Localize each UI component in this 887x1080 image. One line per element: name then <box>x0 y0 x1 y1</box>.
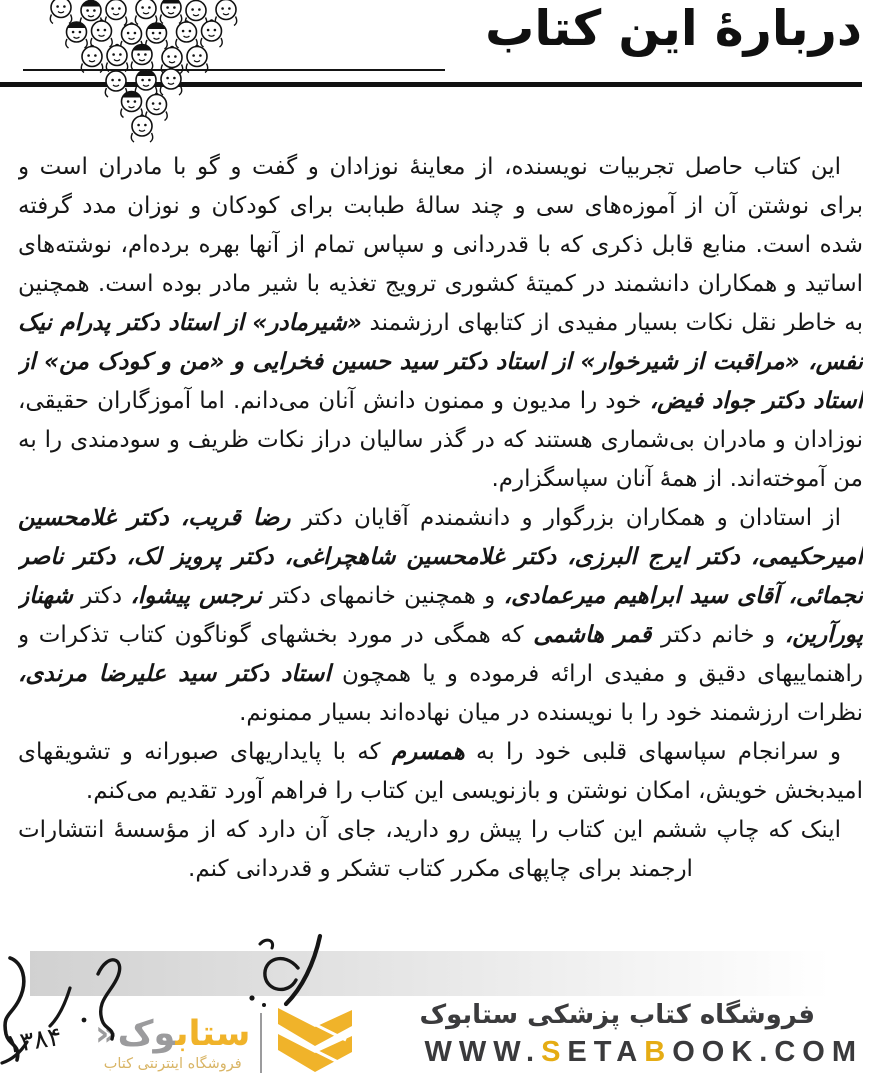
baby-figure <box>105 0 126 26</box>
setabook-wordmark: ستابوک« <box>95 1013 251 1054</box>
baby-figure <box>146 23 167 49</box>
baby-figure <box>160 68 181 95</box>
baby-figure <box>131 115 152 142</box>
baby-figure <box>105 70 126 97</box>
baby-figure <box>176 21 197 48</box>
baby-figure <box>201 20 222 47</box>
baby-figures-triangle-icon <box>38 0 250 148</box>
baby-figure <box>131 45 152 71</box>
baby-figure <box>91 20 112 47</box>
baby-figure <box>146 93 167 120</box>
body-paragraph: از استادان و همکاران بزرگوار و دانشمندم آقایان دکتر رضا قریب، دکتر غلامحسین امیرحکیمی، دکتر ایرج البرزی، دکتر غلامحسین شاهچراغی، دکتر پرویز لک، دکتر ناصر نجمائی، آقای سید ابراهیم میرعمادی، و همچنین خانمهای دکتر نرجس پیشوا، دکتر شهناز پورآرین، و خانم دکتر قمر هاشمی که همگی در مورد بخشهای گوناگون کتاب تذکرات و راهنماییهای دقیق و مفیدی ارائه فرموده و یا همچون استاد دکتر سید علیرضا مرندی، نظرات ارزشمند خود را با نویسنده در میان نهاده‌اند بسیار ممنونم. <box>18 505 863 726</box>
baby-figure <box>135 0 156 25</box>
store-name-line: فروشگاه کتاب پزشکی ستابوک <box>419 1000 815 1030</box>
page-title: دربارهٔ این کتاب <box>485 0 862 57</box>
print-year: ۱۳۸۴ <box>3 1021 64 1061</box>
body-paragraph: این کتاب حاصل تجربیات نویسنده، از معاینهٔ نوزادان و گفت و گو با مادران است و برای نوشتن آن از آموزه‌های سی و چند سالهٔ طبابت برای کودکان و نوزان مدد گرفته شده است. منابع قابل ذکری که با قدردانی و سپاس تمام از آنها بهره برده‌ام، نوشته‌های اساتید و همکاران دانشمند در کمیتهٔ کشوری ترویج تغذیه با شیر مادر بوده است. همچنین به خاطر نقل نکات بسیار مفیدی از کتابهای ارزشمند «شیرمادر» از استاد دکتر پدرام نیک نفس، «مراقبت از شیرخوار» از استاد دکتر سید حسین فخرایی و «من و کودک من» از استاد دکتر جواد فیض، خود را مدیون و ممنون دانش آنان می‌دانم. اما آموزگاران حقیقی، نوزادان و مادران بی‌شماری هستند که در گذر سالیان دراز نکات ظریف و سودمندی را به من آموخته‌اند. از همهٔ آنان سپاسگزارم. <box>18 154 863 492</box>
baby-figure <box>186 45 207 72</box>
baby-figure <box>160 0 181 24</box>
baby-figure <box>81 45 102 72</box>
website-url: WWW.SETABOOK.COM <box>424 1036 863 1068</box>
baby-figure <box>215 0 236 26</box>
body-text <box>18 148 863 954</box>
baby-figure <box>50 0 71 24</box>
baby-figure <box>106 44 127 71</box>
baby-figure <box>135 70 156 96</box>
baby-figure <box>121 92 142 118</box>
logo-tagline: فروشگاه اینترنتی کتاب <box>103 1055 242 1072</box>
body-paragraph: و سرانجام سپاسهای قلبی خود را به همسرم که با پایداریهای صبورانه و تشویقهای امیدبخش خویش، امکان نوشتن و بازنویسی این کتاب را فراهم آورد تقدیم می‌کنم. <box>18 739 863 804</box>
baby-figure <box>66 22 87 48</box>
body-paragraph: اینک که چاپ ششم این کتاب را پیش رو دارید، جای آن دارد که از مؤسسهٔ انتشارات ارجمند برای چاپهای مکرر کتاب تشکر و قدردانی کنم. <box>18 817 841 882</box>
